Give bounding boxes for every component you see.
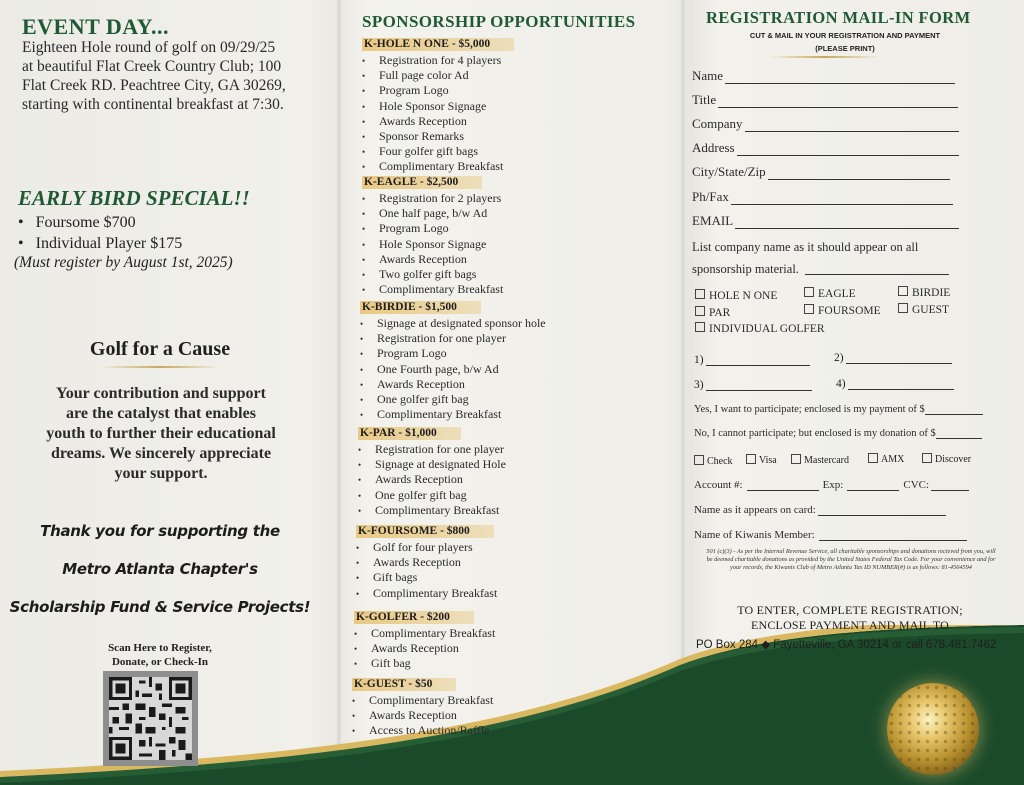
- tier-benefit: • Golf for four players: [356, 540, 686, 555]
- tier-benefit: • One Fourth page, b/w Ad: [360, 362, 690, 377]
- form-subtitle: [720, 29, 970, 55]
- option-guest[interactable]: GUEST: [898, 303, 949, 316]
- tier-benefit: • Gift bags: [356, 570, 686, 585]
- field-line[interactable]: [725, 72, 955, 84]
- event-line: starting with continental breakfast at 7:30.: [22, 96, 284, 113]
- email-field[interactable]: [692, 213, 959, 229]
- cause-line: your support.: [114, 465, 208, 482]
- player-1-field[interactable]: [694, 354, 810, 366]
- instruction-line-2: [692, 258, 949, 280]
- tier-benefit: • Registration for one player: [358, 442, 688, 457]
- field-label: Address: [692, 140, 735, 155]
- player-3-field[interactable]: [694, 379, 812, 391]
- participate-yes[interactable]: [694, 404, 983, 415]
- enter-instructions: [700, 603, 1000, 633]
- tier-benefit: • One golfer gift bag: [360, 392, 690, 407]
- yes-text: Yes, I want to participate; enclosed is my payment of $: [694, 404, 925, 415]
- event-line: Eighteen Hole round of golf on 09/29/25: [22, 39, 276, 56]
- field-label: EMAIL: [692, 213, 734, 228]
- payment-amx[interactable]: AMX: [868, 453, 904, 465]
- field-line[interactable]: [737, 144, 959, 156]
- tier-benefit: • Access to Auction/Raffle: [352, 723, 682, 738]
- card-details-row: [694, 479, 969, 491]
- tier-benefit: • Awards Reception: [362, 114, 692, 129]
- tier-benefit: • Registration for 4 players: [362, 53, 692, 68]
- form-title: REGISTRATION MAIL-IN FORM: [706, 8, 971, 27]
- name-field[interactable]: [692, 68, 955, 84]
- option-hole-n-one[interactable]: HOLE N ONE: [695, 289, 777, 302]
- tier-benefit: • Complimentary Breakfast: [362, 159, 692, 174]
- tier-benefit: • Program Logo: [362, 221, 692, 236]
- no-text: No, I cannot participate; but enclosed is my donation of $: [694, 428, 936, 439]
- field-label: Ph/Fax: [692, 189, 729, 204]
- cause-text: [8, 384, 314, 484]
- tier-benefit: • Program Logo: [362, 83, 692, 98]
- payment-visa[interactable]: Visa: [746, 454, 777, 466]
- player-line[interactable]: [848, 380, 954, 390]
- player-number: 3): [694, 379, 704, 391]
- field-line[interactable]: [768, 168, 950, 180]
- scan-line: Donate, or Check-In: [111, 656, 209, 668]
- event-line: at beautiful Flat Creek Country Club; 100: [22, 58, 282, 75]
- city-state-zip-field[interactable]: [692, 164, 950, 180]
- sponsorship-title: SPONSORSHIP OPPORTUNITIES: [362, 12, 636, 31]
- form-divider: [770, 56, 880, 58]
- phone-fax-field[interactable]: [692, 189, 953, 205]
- cvc-line[interactable]: [931, 481, 969, 491]
- tier-benefit: • Program Logo: [360, 346, 690, 361]
- thanks-line: Scholarship Fund & Service Projects!: [9, 598, 311, 616]
- company-display-line[interactable]: [805, 261, 949, 275]
- cause-line: youth to further their educational: [46, 425, 276, 442]
- instruction-line: List company name as it should appear on all: [692, 240, 919, 254]
- tier-benefit: • Registration for one player: [360, 331, 690, 346]
- field-label: City/State/Zip: [692, 164, 766, 179]
- tier-benefit: • Two golfer gift bags: [362, 267, 692, 282]
- tier-benefit: • Registration for 2 players: [362, 191, 692, 206]
- option-individual-golfer[interactable]: INDIVIDUAL GOLFER: [695, 322, 825, 335]
- cause-line: Your contribution and support: [56, 385, 266, 402]
- field-line[interactable]: [718, 96, 958, 108]
- donation-amount-line[interactable]: [936, 429, 982, 439]
- cause-line: are the catalyst that enables: [66, 405, 256, 422]
- participate-no[interactable]: [694, 428, 982, 439]
- field-label: Company: [692, 116, 743, 131]
- tier-par: [358, 423, 688, 518]
- name-on-card-line[interactable]: [818, 506, 946, 516]
- player-2-field[interactable]: [834, 352, 952, 364]
- tier-golfer: [354, 607, 684, 672]
- tier-benefit: • Awards Reception: [358, 472, 688, 487]
- cvc-label: CVC:: [903, 479, 930, 491]
- exp-line[interactable]: [847, 481, 899, 491]
- tier-name: K-PAR - $1,000: [358, 427, 461, 440]
- player-line[interactable]: [706, 356, 810, 366]
- tier-benefit: • Hole Sponsor Signage: [362, 99, 692, 114]
- early-bird-item: • Foursome $700: [18, 212, 182, 233]
- tier-benefit: • Full page color Ad: [362, 68, 692, 83]
- enter-line: TO ENTER, COMPLETE REGISTRATION;: [737, 603, 963, 617]
- tier-benefit: • Awards Reception: [352, 708, 682, 723]
- qr-code-icon: [109, 677, 192, 760]
- tier-benefit: • One half page, b/w Ad: [362, 206, 692, 221]
- tier-benefit: • Awards Reception: [360, 377, 690, 392]
- cause-title: Golf for a Cause: [89, 338, 231, 360]
- tier-name: K-GUEST - $50: [352, 678, 456, 691]
- tier-benefit: • Sponsor Remarks: [362, 129, 692, 144]
- mailing-address: PO Box 284 ◆ Fayetteville, GA 30214 or call 678.481.7462: [696, 639, 997, 651]
- payment-check[interactable]: Check: [694, 455, 733, 467]
- field-line[interactable]: [745, 120, 959, 132]
- tier-benefit: • Awards Reception: [354, 641, 684, 656]
- tier-foursome: [356, 521, 686, 601]
- option-eagle[interactable]: EAGLE: [804, 287, 856, 300]
- kiwanis-line[interactable]: [819, 531, 967, 541]
- tier-benefit: • Complimentary Breakfast: [362, 282, 692, 297]
- tier-benefit: • Complimentary Breakfast: [354, 626, 684, 641]
- tier-benefit: • Hole Sponsor Signage: [362, 237, 692, 252]
- company-field[interactable]: [692, 116, 959, 132]
- player-number: 4): [836, 378, 846, 390]
- tier-benefit: • Four golfer gift bags: [362, 144, 692, 159]
- tier-benefit: • Complimentary Breakfast: [358, 503, 688, 518]
- scan-label: [60, 641, 260, 669]
- player-number: 1): [694, 354, 704, 366]
- name-on-card-label: Name as it appears on card:: [694, 504, 816, 516]
- field-label: Name: [692, 68, 724, 83]
- event-description: [22, 38, 322, 114]
- kiwanis-label: Name of Kiwanis Member:: [694, 529, 815, 541]
- tier-benefit: • One golfer gift bag: [358, 488, 688, 503]
- option-par[interactable]: PAR: [695, 306, 730, 319]
- player-line[interactable]: [706, 381, 812, 391]
- tier-guest: [352, 674, 682, 739]
- account-line[interactable]: [747, 481, 819, 491]
- early-bird-list: [18, 212, 182, 254]
- field-line[interactable]: [731, 193, 953, 205]
- tier-name: K-GOLFER - $200: [354, 611, 474, 624]
- enter-line: ENCLOSE PAYMENT AND MAIL TO: [750, 618, 950, 632]
- tier-name: K-BIRDIE - $1,500: [360, 301, 481, 314]
- tier-benefit: • Signage at designated Hole: [358, 457, 688, 472]
- title-field[interactable]: [692, 92, 958, 108]
- address-field[interactable]: [692, 140, 959, 156]
- golf-ball-icon: [887, 683, 979, 775]
- scan-line: Scan Here to Register,: [108, 642, 212, 654]
- tier-benefit: • Complimentary Breakfast: [356, 586, 686, 601]
- tier-name: K-HOLE N ONE - $5,000: [362, 38, 514, 51]
- tier-benefit: • Complimentary Breakfast: [360, 407, 690, 422]
- form-subtitle-line: CUT & MAIL IN YOUR REGISTRATION AND PAYMENT: [749, 31, 941, 40]
- tier-benefit: • Signage at designated sponsor hole: [360, 316, 690, 331]
- player-4-field[interactable]: [836, 378, 954, 390]
- payment-amount-line[interactable]: [925, 405, 983, 415]
- player-line[interactable]: [846, 354, 952, 364]
- field-label: Title: [692, 92, 717, 107]
- company-name-instruction: [692, 236, 949, 280]
- form-subtitle-line: (PLEASE PRINT): [815, 44, 875, 53]
- tax-disclaimer: 501 (c)(3) - As per the Internal Revenue Service, all charitable sponsorships and donations recieved from you, will be deemed charitable donations as provided by the United States Federal Tax Code. For your convenience and for your records, the Kiwanis Club of Metro Atlanta Tax ID NUMBER(#) is as follows: 81-4564594: [706, 548, 996, 572]
- cause-divider: [100, 366, 220, 368]
- tier-name: K-EAGLE - $2,500: [362, 176, 482, 189]
- event-title: EVENT DAY...: [22, 14, 170, 39]
- player-number: 2): [834, 352, 844, 364]
- cause-line: dreams. We sincerely appreciate: [50, 445, 272, 462]
- payment-mastercard[interactable]: Mastercard: [791, 454, 849, 466]
- name-on-card-field[interactable]: [694, 504, 946, 516]
- thank-you-message: [2, 512, 318, 626]
- early-bird-title: EARLY BIRD SPECIAL!!: [18, 186, 250, 210]
- tier-birdie: [360, 297, 690, 422]
- option-birdie[interactable]: BIRDIE: [898, 286, 950, 299]
- instruction-line: sponsorship material.: [692, 262, 799, 276]
- thanks-line: Thank you for supporting the: [40, 522, 280, 540]
- event-line: Flat Creek RD. Peachtree City, GA 30269,: [22, 77, 286, 94]
- account-label: Account #:: [694, 479, 743, 491]
- tier-benefit: • Awards Reception: [356, 555, 686, 570]
- tier-benefit: • Awards Reception: [362, 252, 692, 267]
- tier-benefit: • Complimentary Breakfast: [352, 693, 682, 708]
- exp-label: Exp:: [822, 479, 844, 491]
- qr-code[interactable]: [103, 671, 198, 766]
- early-bird-item: • Individual Player $175: [18, 233, 182, 254]
- tier-name: K-FOURSOME - $800: [356, 525, 494, 538]
- kiwanis-member-field[interactable]: [694, 529, 967, 541]
- payment-discover[interactable]: Discover: [922, 453, 971, 465]
- thanks-line: Metro Atlanta Chapter's: [62, 560, 258, 578]
- early-bird-note: (Must register by August 1st, 2025): [14, 254, 233, 271]
- tier-eagle: [362, 172, 692, 297]
- field-line[interactable]: [735, 217, 959, 229]
- tier-benefit: • Gift bag: [354, 656, 684, 671]
- option-foursome[interactable]: FOURSOME: [804, 304, 881, 317]
- tier-hole-n-one: [362, 34, 692, 175]
